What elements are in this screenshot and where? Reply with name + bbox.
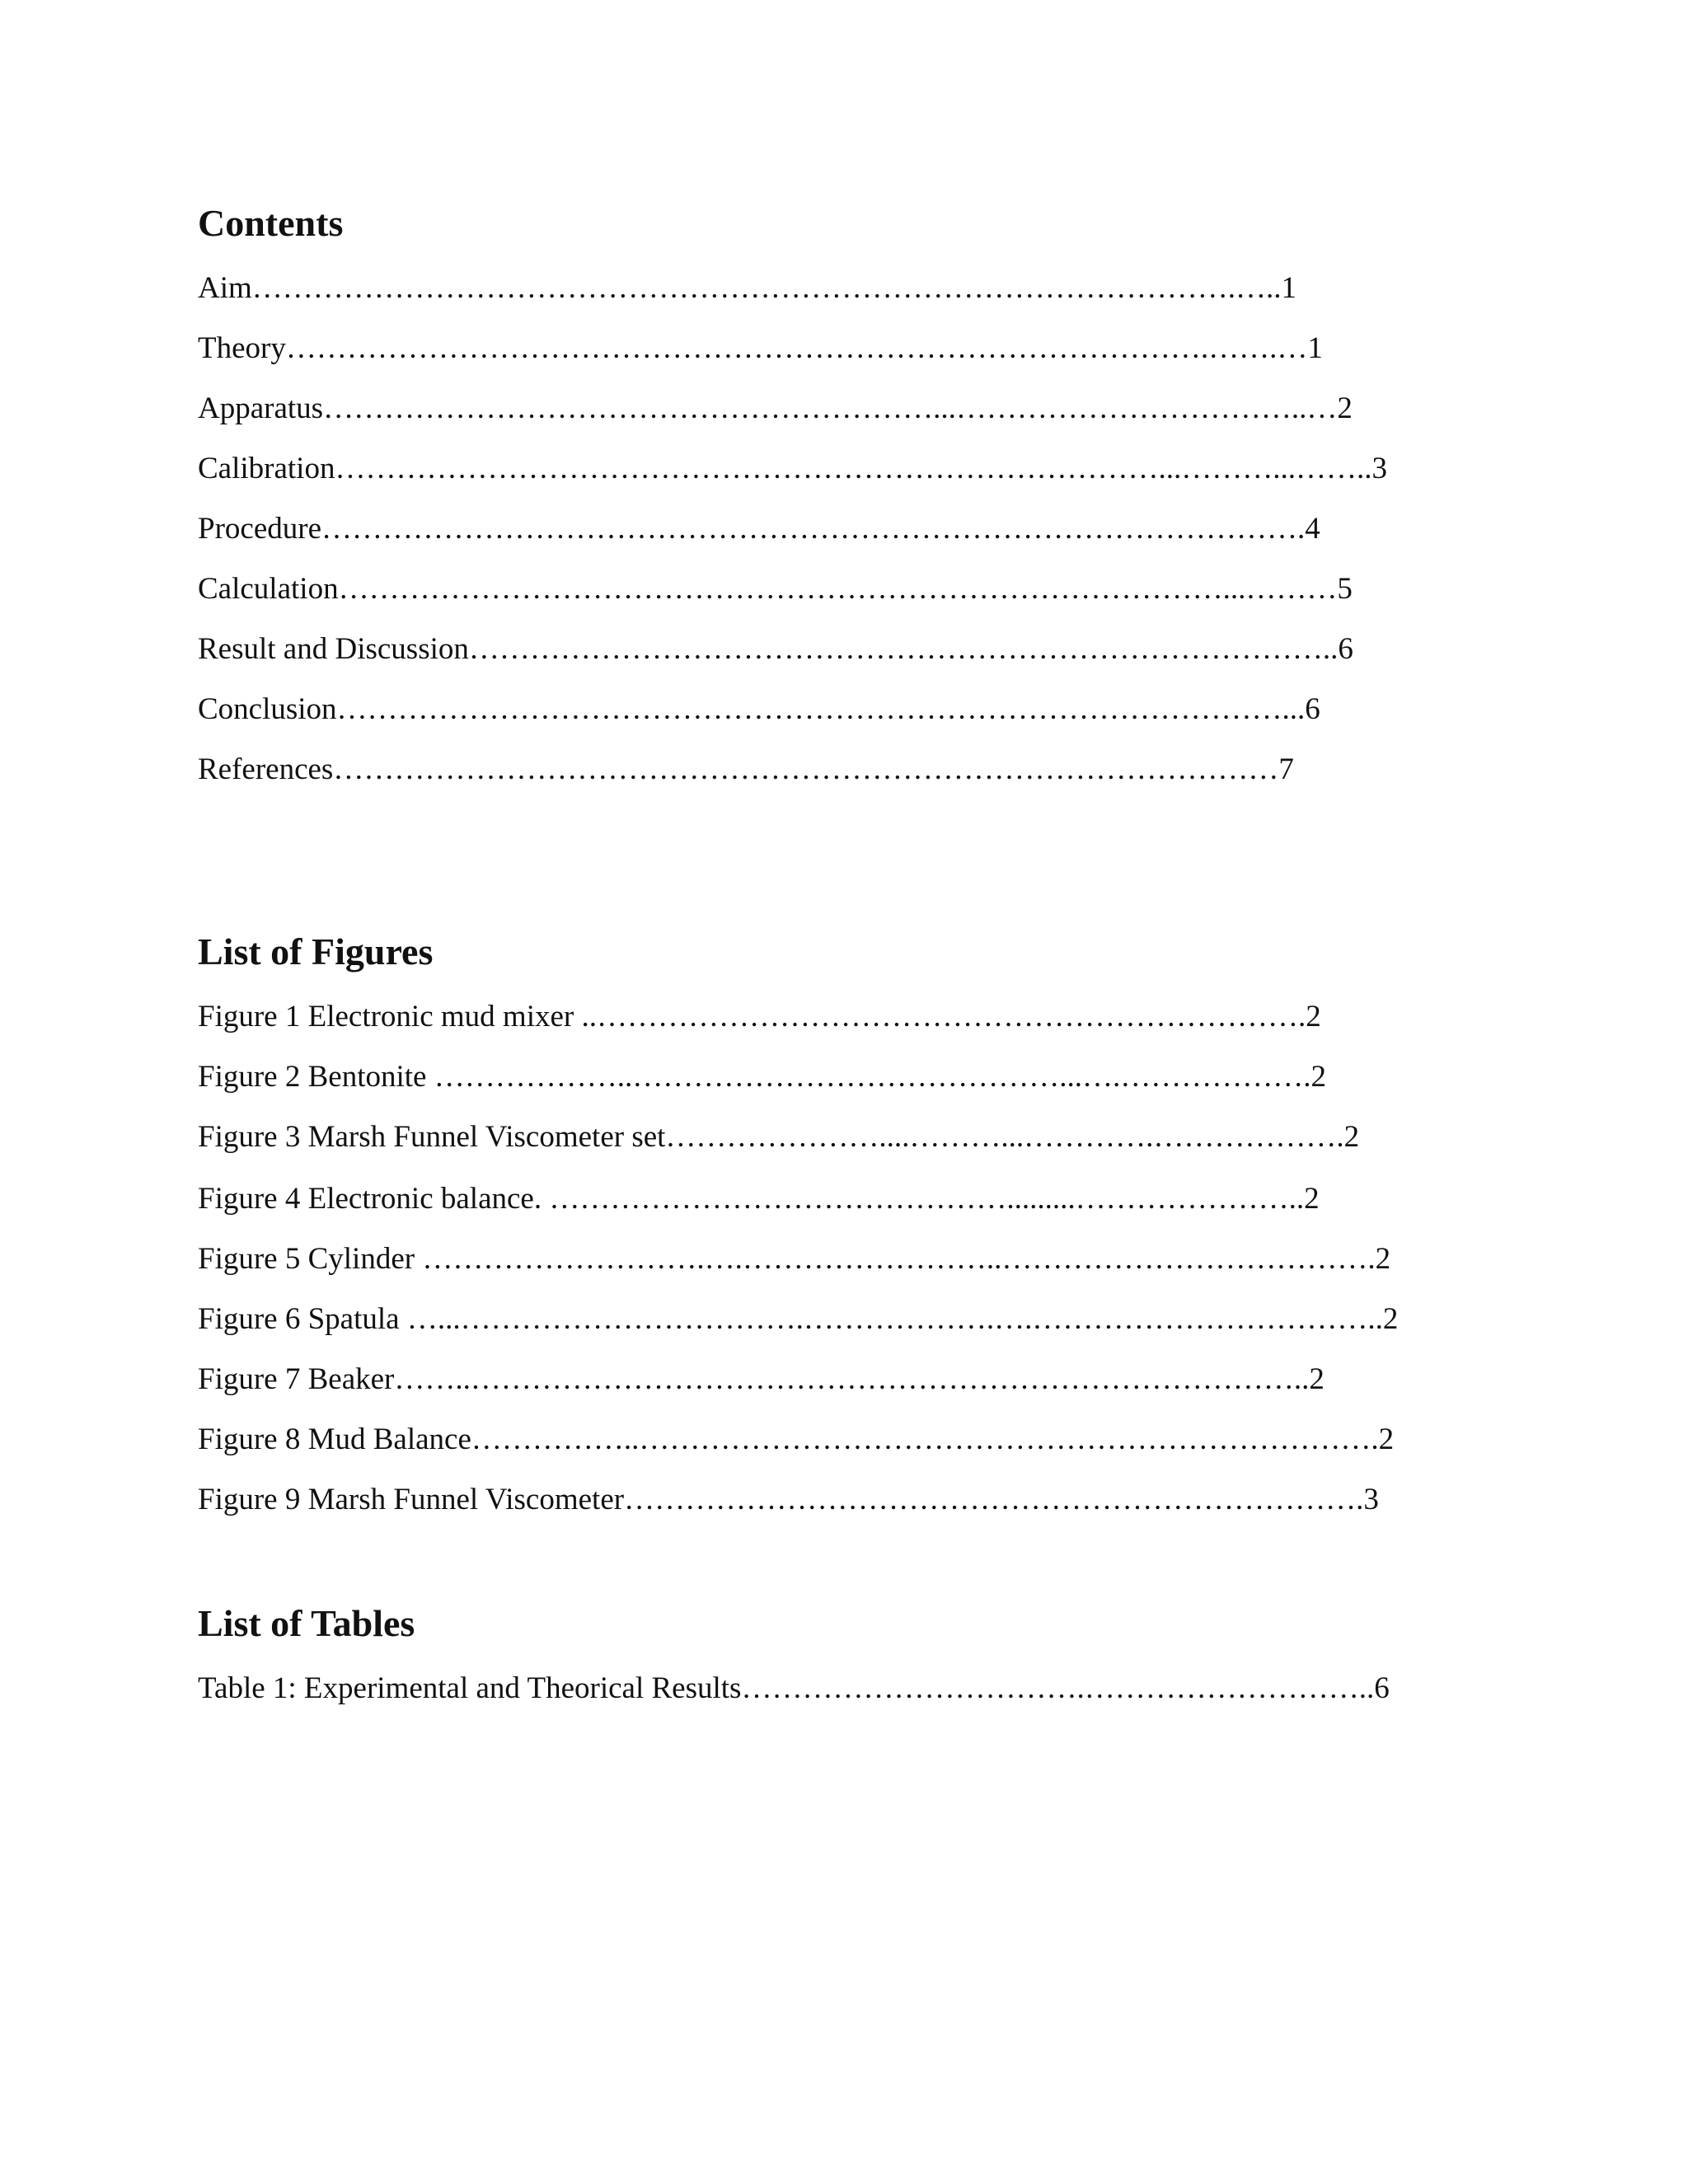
toc-entry-calibration: Calibration………………………………………………………………………...………...……..3 xyxy=(198,452,1387,485)
toc-entry-calculation: Calculation……………………………………………………………………………...………5 xyxy=(198,572,1353,606)
toc-entry-procedure: Procedure…………………………………………………………………………………….4 xyxy=(198,512,1320,546)
figure-entry-5: Figure 5 Cylinder ……………………….….……………………..……………………………….2 xyxy=(198,1242,1391,1276)
toc-entry-conclusion: Conclusion…………………………………………………………………………………...6 xyxy=(198,692,1320,726)
figure-entry-2: Figure 2 Bentonite ………………..……………………………………...….……………….2 xyxy=(198,1060,1326,1094)
toc-entry-references: References…………………………………………………………………………………7 xyxy=(198,752,1294,786)
figure-entry-6: Figure 6 Spatula …...…………………………….……………….….……………………………..2 xyxy=(198,1302,1399,1336)
figure-entry-4: Figure 4 Electronic balance. ……………………………………….........…………………..2 xyxy=(198,1182,1320,1216)
figure-entry-8: Figure 8 Mud Balance……………..……………………………………………………………….2 xyxy=(198,1422,1395,1456)
toc-entry-result-discussion: Result and Discussion…………………………………………………………………………..6 xyxy=(198,632,1353,666)
toc-entry-apparatus: Apparatus……………………………………………………...……………………………..…2 xyxy=(198,391,1353,425)
toc-entry-aim: Aim…………………………………………………………………………………….…..1 xyxy=(198,271,1297,305)
table-entry-1: Table 1: Experimental and Theorical Results…………………………….………………………..6 xyxy=(198,1671,1390,1705)
figure-entry-1: Figure 1 Electronic mud mixer ..…………………………………………………………….2 xyxy=(198,1000,1321,1033)
contents-heading: Contents xyxy=(198,202,344,244)
list-of-tables-heading: List of Tables xyxy=(198,1602,415,1644)
figure-entry-3: Figure 3 Marsh Funnel Viscometer set…………………....………...………….……………….2 xyxy=(198,1120,1360,1154)
list-of-figures-heading: List of Figures xyxy=(198,930,434,972)
toc-entry-theory: Theory……………………………………………………………………………….…….…1 xyxy=(198,331,1323,365)
figure-entry-7: Figure 7 Beaker……..………………………………………………………………………..2 xyxy=(198,1362,1325,1396)
figure-entry-9: Figure 9 Marsh Funnel Viscometer……………………………………………………………….3 xyxy=(198,1483,1379,1516)
